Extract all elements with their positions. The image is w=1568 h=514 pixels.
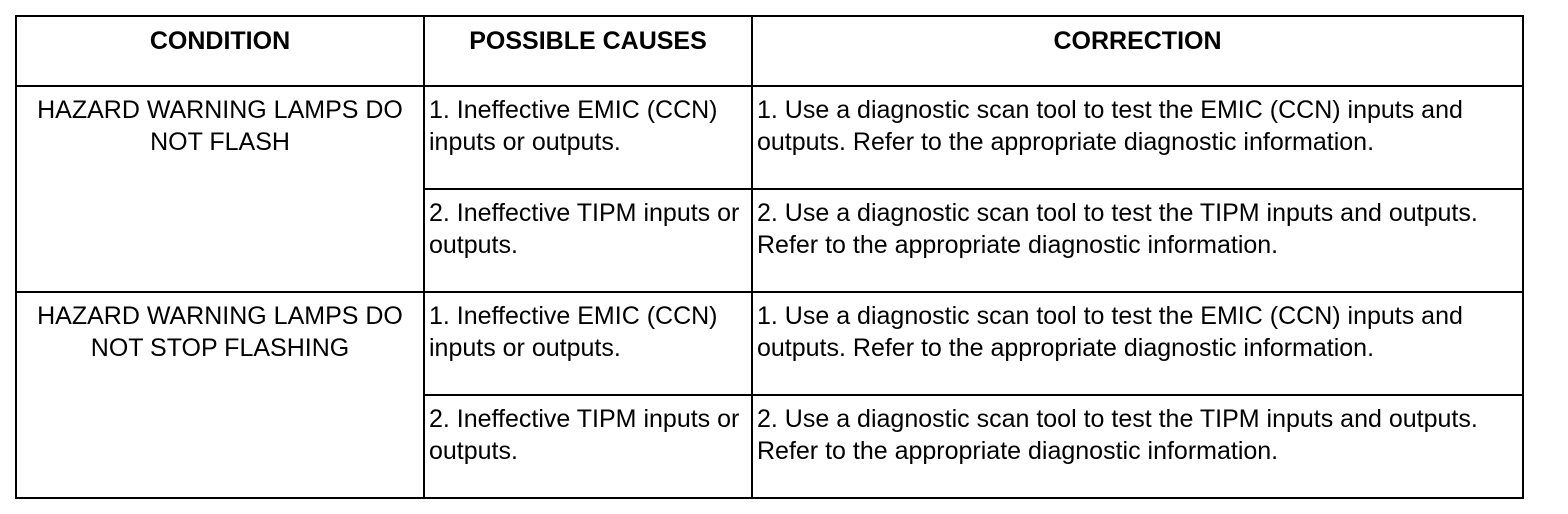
cause-cell: 1. Ineffective EMIC (CCN) inputs or outputs. <box>424 292 752 395</box>
header-possible-causes: POSSIBLE CAUSES <box>424 16 752 86</box>
correction-cell: 1. Use a diagnostic scan tool to test the EMIC (CCN) inputs and outputs. Refer to the appropriate diagnostic information. <box>752 86 1523 189</box>
correction-cell: 2. Use a diagnostic scan tool to test the TIPM inputs and outputs. Refer to the appropriate diagnostic information. <box>752 189 1523 292</box>
header-row <box>16 16 1523 86</box>
cause-cell: 2. Ineffective TIPM inputs or outputs. <box>424 189 752 292</box>
header-correction: CORRECTION <box>752 16 1523 86</box>
condition-cell: HAZARD WARNING LAMPS DO NOT STOP FLASHING <box>16 292 424 498</box>
diagnosis-table <box>15 15 1524 499</box>
condition-cell: HAZARD WARNING LAMPS DO NOT FLASH <box>16 86 424 292</box>
cause-cell: 2. Ineffective TIPM inputs or outputs. <box>424 395 752 498</box>
correction-cell: 1. Use a diagnostic scan tool to test the EMIC (CCN) inputs and outputs. Refer to the appropriate diagnostic information. <box>752 292 1523 395</box>
table-row <box>16 86 1523 189</box>
cause-cell: 1. Ineffective EMIC (CCN) inputs or outputs. <box>424 86 752 189</box>
correction-cell: 2. Use a diagnostic scan tool to test the TIPM inputs and outputs. Refer to the appropriate diagnostic information. <box>752 395 1523 498</box>
table-row <box>16 292 1523 395</box>
header-condition: CONDITION <box>16 16 424 86</box>
